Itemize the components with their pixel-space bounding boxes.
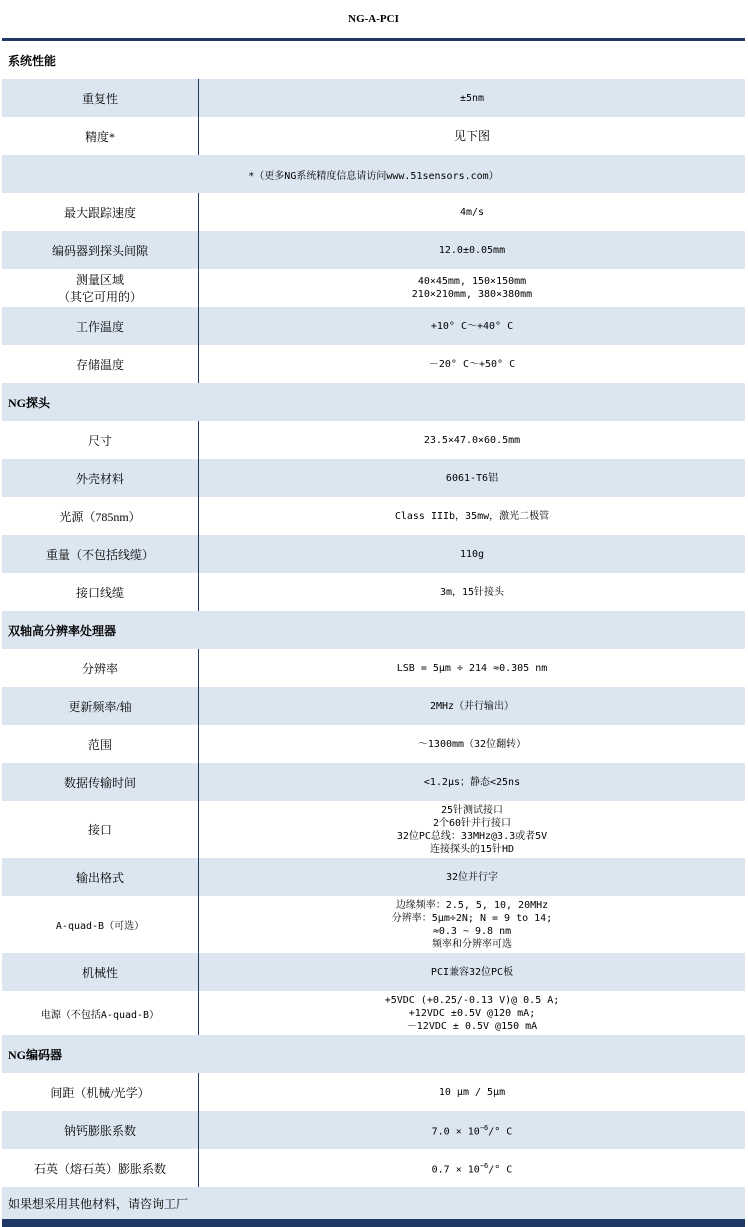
row-value: 2MHz（并行输出） [429,700,515,712]
row-label-line: （其它可用的） [57,290,142,304]
table-row [2,1149,745,1187]
row-value: LSB = 5μm ÷ 214 ≈0.305 nm [396,662,548,674]
table-row [2,763,745,801]
row-value-line: －12VDC ± 0.5V @150 mA [406,1020,538,1032]
row-value-line: 25针测试接口 [440,804,504,816]
row-value-line: 边缘频率：2.5, 5, 10, 20MHz [395,899,549,911]
row-label: 精度* [2,117,199,155]
row-label: A-quad-B（可选） [2,896,199,953]
row-label: 存储温度 [2,345,199,383]
row-label: 电源（不包括A-quad-B） [2,991,199,1035]
row-label: 最大跟踪速度 [2,193,199,231]
table-row [2,687,745,725]
row-value: ～1300mm（32位翻转） [417,738,527,750]
table-title [2,0,745,41]
table-row [2,307,745,345]
table-row [2,117,745,155]
cte-exponent: −6 [479,1161,489,1170]
table-row [2,269,745,307]
row-label: 分辨率 [2,649,199,687]
table-row [2,345,745,383]
row-value [199,804,745,856]
table-row [2,193,745,231]
row-value: 32位并行字 [445,871,499,883]
section-header-processor [2,611,745,649]
section-header-system [2,41,745,79]
row-value: +10° C～+40° C [430,320,514,332]
row-label: 范围 [2,725,199,763]
row-value: 6061-T6铝 [445,472,499,484]
row-label: 接口 [2,801,199,858]
table-row [2,953,745,991]
row-value: 12.0±0.05mm [438,244,506,256]
row-value-line: +12VDC ±0.5V @120 mA; [408,1007,536,1019]
row-label: 编码器到探头间隙 [2,231,199,269]
row-value [199,1122,745,1138]
section-title: NG编码器 [8,1047,63,1062]
table-row [2,573,745,611]
table-row [2,649,745,687]
table-row [2,858,745,896]
row-value-line: 2个60针并行接口 [432,817,512,829]
row-value [199,899,745,951]
row-value: 23.5×47.0×60.5mm [423,434,521,446]
row-value [199,1160,745,1176]
row-label: 输出格式 [2,858,199,896]
row-value: Class IIIb，35mw，激光二极管 [394,510,550,522]
table-row [2,1111,745,1149]
row-label [2,269,199,307]
table-row [2,725,745,763]
row-label: 接口线缆 [2,573,199,611]
table-row [2,497,745,535]
table-row [2,231,745,269]
table-row [2,155,745,193]
cte-value [432,1122,513,1138]
footer-note-row [2,1187,745,1219]
spec-table [2,0,745,1227]
table-row [2,1073,745,1111]
row-label: 外壳材料 [2,459,199,497]
row-label: 工作温度 [2,307,199,345]
row-value: －20° C～+50° C [428,358,516,370]
bottom-rule [2,1219,745,1227]
row-label: 重量（不包括线缆） [2,535,199,573]
footer-note: 如果想采用其他材料，请咨询工厂 [8,1196,189,1211]
row-value: 3m，15针接头 [439,586,505,598]
row-label: 石英（熔石英）膨胀系数 [2,1149,199,1187]
row-label: 尺寸 [2,421,199,459]
row-value: PCI兼容32位PC板 [430,966,514,978]
table-row [2,991,745,1035]
row-value-line: 频率和分辨率可选 [432,938,512,950]
row-value-line: 分辨率：5μm÷2N; N = 9 to 14; [391,912,553,924]
row-label: 更新频率/轴 [2,687,199,725]
table-row [2,535,745,573]
section-header-probe [2,383,745,421]
section-title: 双轴高分辨率处理器 [8,623,117,638]
row-label: 数据传输时间 [2,763,199,801]
section-title: 系统性能 [8,53,57,68]
row-value: 4m/s [459,206,485,218]
cte-base: 7.0 × 10 [431,1126,480,1138]
table-row [2,459,745,497]
table-row [2,421,745,459]
table-row [2,79,745,117]
row-value-line: 连接探头的15针HD [429,843,515,855]
row-label: 机械性 [2,953,199,991]
row-label-line: 测量区域 [75,273,124,287]
row-label: 间距（机械/光学） [2,1073,199,1111]
row-label: 重复性 [2,79,199,117]
product-title: NG-A-PCI [348,13,399,25]
row-value-line: +5VDC (+0.25/-0.13 V)@ 0.5 A; [384,994,560,1006]
table-row [2,896,745,953]
row-value: ±5nm [459,92,485,104]
cte-unit: /° C [488,1126,513,1138]
row-value [199,275,745,301]
cte-value [432,1160,513,1176]
row-value [199,994,745,1033]
cte-base: 0.7 × 10 [431,1164,480,1176]
cte-exponent: −6 [479,1123,489,1132]
row-value-line: ≈0.3 ~ 9.8 nm [432,925,512,937]
row-value-line: 32位PC总线：33MHz@3.3或者5V [396,830,548,842]
row-value: 10 μm / 5μm [438,1086,506,1098]
section-title: NG探头 [8,395,51,410]
table-row [2,801,745,858]
row-label: 光源（785nm） [2,497,199,535]
cte-unit: /° C [488,1164,513,1176]
row-value: 见下图 [453,128,490,143]
row-value-line: 210×210mm, 380×380mm [411,289,533,300]
row-value: 110g [459,548,485,560]
accuracy-note: *（更多NG系统精度信息请访问www.51sensors.com） [248,170,499,182]
section-header-encoder [2,1035,745,1073]
row-value-line: 40×45mm, 150×150mm [417,276,527,287]
row-value: <1.2μs；静态<25ns [423,776,521,788]
row-label: 钠钙膨胀系数 [2,1111,199,1149]
